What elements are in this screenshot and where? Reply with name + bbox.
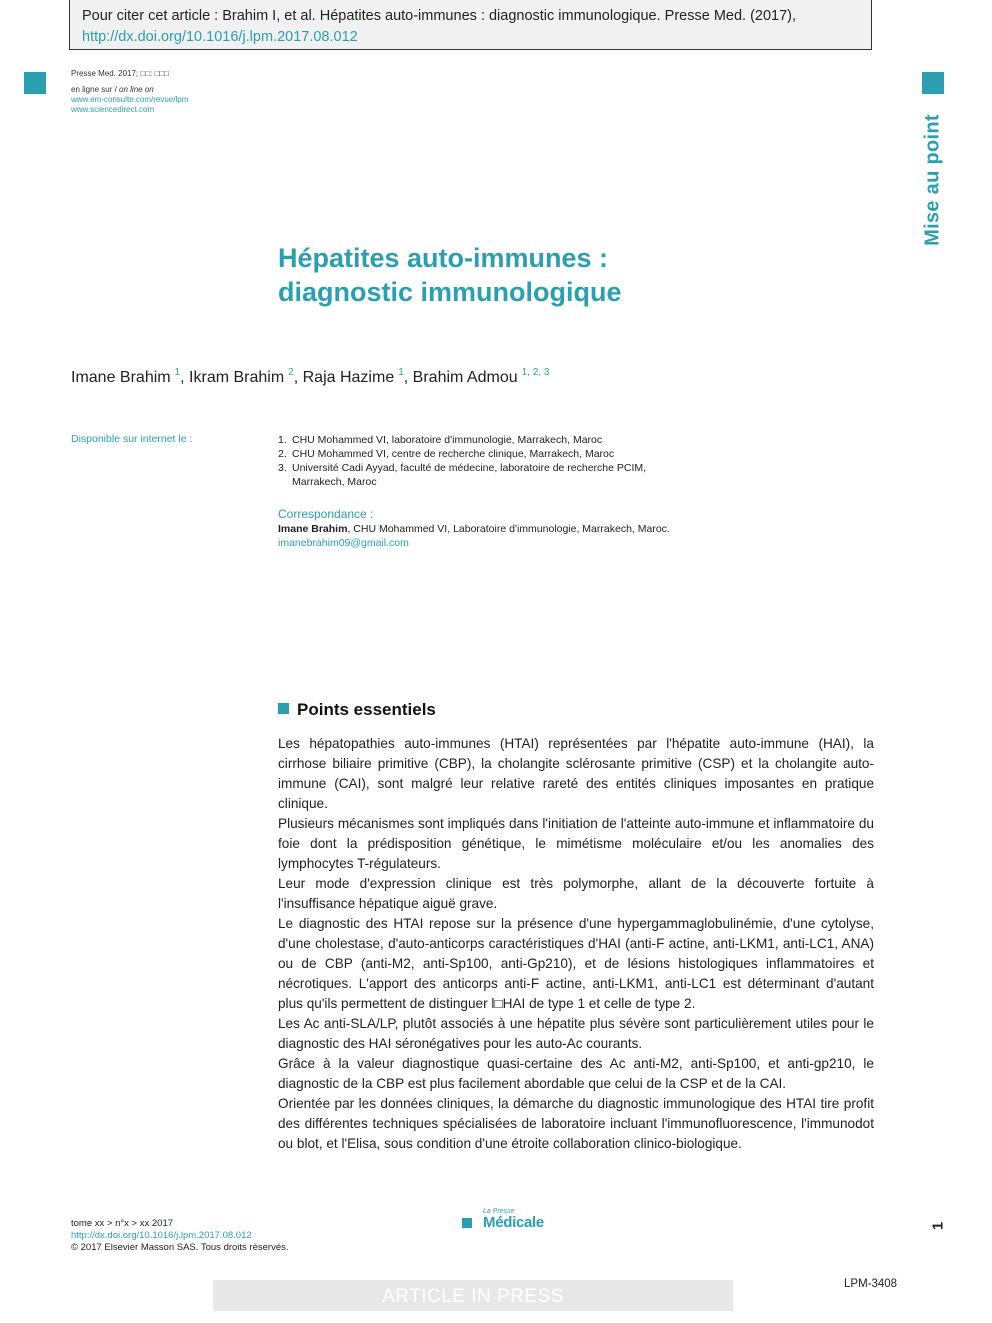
article-code: LPM-3408: [844, 1278, 898, 1290]
title-line-1: Hépatites auto-immunes :: [278, 243, 609, 273]
logo-main-text: Médicale: [483, 1214, 544, 1231]
online-line: [71, 85, 188, 95]
journal-url-emconsulte[interactable]: www.em-consulte.com/revue/lpm: [71, 95, 189, 104]
affiliation-number: 1.: [278, 434, 287, 446]
paragraph: Les Ac anti-SLA/LP, plutôt associés à une hépatite plus sévère sont particulièrement utiles pour le diagnostic des HAI séronégatives pour les auto-Ac courants.: [278, 1016, 874, 1051]
affiliation-text: CHU Mohammed VI, laboratoire d'immunologie, Marrakech, Maroc: [292, 434, 603, 446]
affiliation-item: [278, 433, 698, 447]
author-list: Imane Brahim $^1$, Ikram Brahim $^2$, Raja Hazime $^1$, Brahim Admou $^{1, 2, 3}$: [71, 367, 550, 386]
author-name: Brahim Admou: [412, 369, 518, 386]
affiliation-number: 3.: [278, 462, 287, 474]
paragraph: Les hépatopathies auto-immunes (HTAI) représentées par l'hépatite auto-immune (HAI), la cirrhose biliaire primitive (CBP), la cholangite sclérosante primitive (CSP) et la cholangite auto-immune (CAI), sont malgré leur relative rareté des entités cliniques imposantes en pratique clinique.: [278, 736, 874, 811]
corner-square-right: [922, 72, 944, 94]
correspondence-label: Correspondance :: [278, 507, 374, 521]
paragraph: Le diagnostic des HTAI repose sur la présence d'une hypergammaglobulinémie, d'une cytolyse, d'une cholestase, d'auto-anticorps caractéristiques d'HAI (anti-F actine, anti-LKM1, anti-LC1, ANA) ou de CBP (anti-M2, anti-Sp100, anti-Gp210), et de lésions histologiques inflammatoires et nécrotiques. L'apport des anticorps anti-F actine, anti-LKM1, anti-LC1 est déterminant d'autant plus qu'ils permettent de distinguer l□HAI de type 1 et celle de type 2.: [278, 916, 874, 1011]
section-heading-text: Points essentiels: [297, 700, 436, 719]
section-side-label: Mise au point: [921, 114, 944, 246]
affiliation-text: Université Cadi Ayyad, faculté de médecine, laboratoire de recherche PCIM, Marrakech, Maroc: [292, 462, 647, 488]
footer-info: [71, 1218, 289, 1254]
journal-ref: Presse Med. 2017; □□: □□□: [71, 69, 169, 78]
paragraph: Plusieurs mécanismes sont impliqués dans l'initiation de l'atteinte auto-immune et inflammatoire du foie dont la prédisposition génétique, le mimétisme moléculaire et/ou les anomalies des lymphocytes T-régulateurs.: [278, 816, 874, 871]
online-en: on line on: [119, 85, 154, 94]
footer-issue: tome xx > n°x > xx 2017: [71, 1218, 174, 1229]
author-affil-ref: 1: [398, 367, 404, 378]
journal-meta: [71, 69, 188, 115]
author-name: Ikram Brahim: [189, 369, 285, 386]
points-essentiels-body: [278, 734, 874, 1154]
logo-small-text: La Presse: [483, 1208, 515, 1215]
affiliation-list: [278, 433, 698, 489]
affiliation-item: [278, 461, 698, 489]
author-affil-ref: 1: [174, 367, 181, 378]
correspondence-address: , CHU Mohammed VI, Laboratoire d'immunologie, Marrakech, Maroc.: [347, 523, 670, 535]
corner-square-left: [24, 72, 46, 94]
title-line-2: diagnostic immunologique: [278, 277, 622, 307]
paragraph: Leur mode d'expression clinique est très polymorphe, allant de la découverte fortuite à l'insuffisance hépatique aiguë grave.: [278, 876, 874, 911]
author-affil-ref: 2: [288, 367, 294, 378]
correspondence-line: [278, 522, 838, 536]
citation-box: [69, 0, 872, 50]
citation-doi-link[interactable]: http://dx.doi.org/10.1016/j.lpm.2017.08.012: [82, 29, 358, 45]
journal-url-sciencedirect[interactable]: www.sciencedirect.com: [71, 105, 155, 114]
section-bullet-square: [278, 703, 289, 714]
correspondence-block: [278, 507, 838, 550]
affiliation-item: [278, 447, 698, 461]
footer-copyright: © 2017 Elsevier Masson SAS. Tous droits réservés.: [71, 1242, 289, 1253]
correspondence-name: Imane Brahim: [278, 523, 348, 535]
footer-doi-link[interactable]: http://dx.doi.org/10.1016/j.lpm.2017.08.012: [71, 1230, 252, 1241]
points-essentiels-heading: [278, 700, 436, 720]
paragraph: Grâce à la valeur diagnostique quasi-certaine des Ac anti-M2, anti-Sp100, et anti-gp210, le diagnostic de la CBP est plus facilement abordable que celui de la CSP et de la CAI.: [278, 1056, 874, 1091]
paragraph: Orientée par les données cliniques, la démarche du diagnostic immunologique des HTAI tire profit des différentes techniques spécialisées de laboratoire incluant l'immunofluorescence, l'immunodot ou blot, et l'Elisa, sous condition d'une étroite collaboration clinico-biologique.: [278, 1096, 874, 1151]
logo-square-icon: [462, 1218, 472, 1228]
article-in-press-banner: ARTICLE IN PRESS: [213, 1280, 733, 1311]
author-name: Imane Brahim: [71, 369, 171, 386]
online-fr: en ligne sur /: [71, 85, 120, 94]
author-affil-ref: 1, 2, 3: [521, 367, 550, 378]
correspondence-email[interactable]: imanebrahim09@gmail.com: [278, 537, 409, 549]
availability-label: Disponible sur internet le :: [71, 433, 193, 445]
article-title: [278, 241, 798, 309]
citation-text: Pour citer cet article : Brahim I, et al. Hépatites auto-immunes : diagnostic immunologique. Presse Med. (2017),: [82, 8, 797, 24]
affiliation-text: CHU Mohammed VI, centre de recherche clinique, Marrakech, Maroc: [292, 448, 615, 460]
page-number: 1: [929, 1221, 947, 1231]
author-name: Raja Hazime: [302, 369, 395, 386]
affiliation-number: 2.: [278, 448, 287, 460]
